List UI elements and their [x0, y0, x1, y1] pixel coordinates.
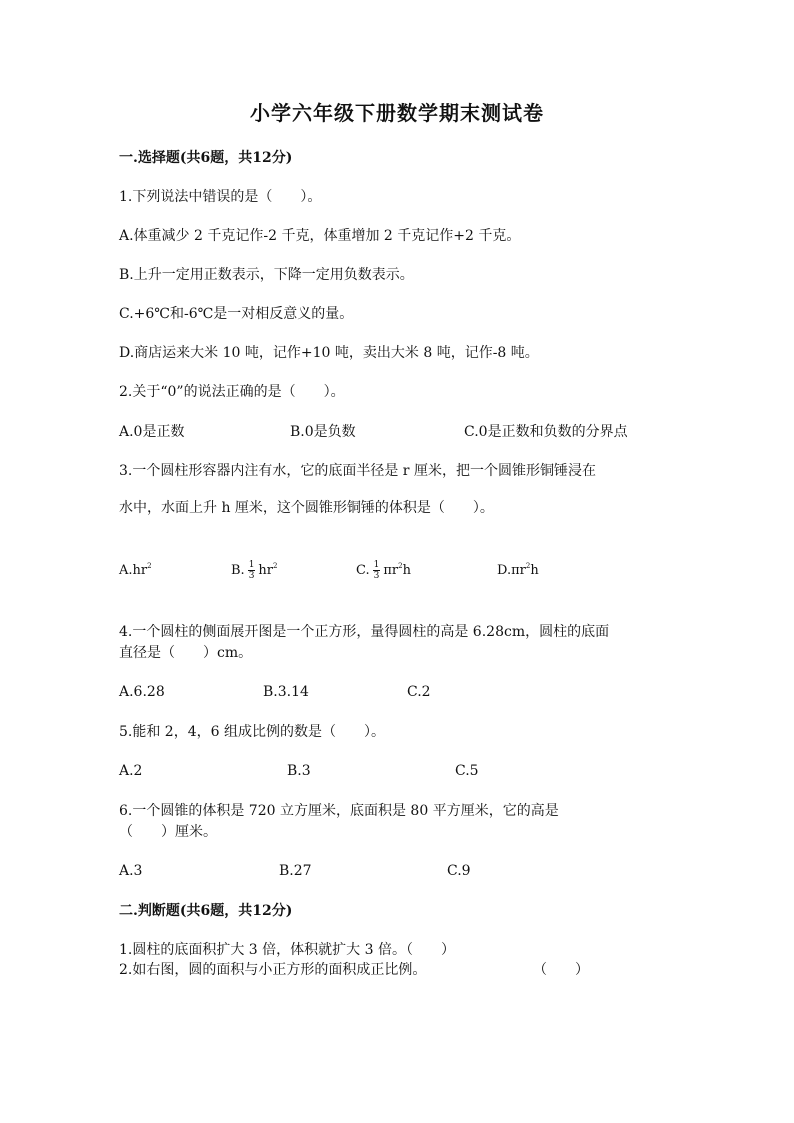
q3-c-exp: 2 [398, 562, 403, 570]
q2-stem: 2.关于“0”的说法正确的是（ ）。 [119, 384, 345, 400]
q2-option-c: C.0是正数和负数的分界点 [464, 424, 628, 440]
q5-option-a: A.2 [119, 763, 143, 779]
fraction-denominator: 3 [373, 571, 380, 581]
q2-option-a: A.0是正数 [119, 424, 185, 440]
q3-b-expr: hr [258, 563, 274, 578]
q4-stem-line1: 4.一个圆柱的侧面展开图是一个正方形，量得圆柱的高是 6.28cm，圆柱的底面 [119, 624, 610, 640]
q1-option-c: C.+6℃和-6℃是一对相反意义的量。 [119, 306, 354, 322]
q5-option-c: C.5 [455, 763, 479, 779]
q1-stem: 1.下列说法中错误的是（ ）。 [119, 189, 322, 205]
q1-option-b: B.上升一定用正数表示，下降一定用负数表示。 [119, 267, 414, 283]
q3-c-h: h [402, 563, 411, 578]
q3-stem-line2: 水中，水面上升 h 厘米，这个圆锥形铜锤的体积是（ ）。 [119, 500, 494, 516]
q2-option-b: B.0是负数 [290, 424, 356, 440]
judge-q2-blank: （ ） [533, 962, 589, 978]
q6-option-c: C.9 [447, 863, 471, 879]
q1-option-d: D.商店运来大米 10 吨，记作+10 吨，卖出大米 8 吨，记作-8 吨。 [119, 345, 539, 361]
q3-b-exp: 2 [273, 562, 278, 570]
q6-stem-line2: （ ）厘米。 [119, 824, 217, 840]
q5-option-b: B.3 [287, 763, 311, 779]
q1-option-a: A.体重减少 2 千克记作-2 千克，体重增加 2 千克记作+2 千克。 [119, 228, 521, 244]
q3-d-h: h [530, 563, 539, 578]
judge-q2: 2.如右图，圆的面积与小正方形的面积成正比例。 [119, 962, 427, 978]
q4-option-b: B.3.14 [263, 684, 309, 700]
q3-c-fraction [373, 560, 381, 581]
q4-option-c: C.2 [407, 684, 431, 700]
q3-a-exp: 2 [147, 562, 152, 570]
q3-c-expr: πr [383, 563, 399, 578]
q3-d-label: D.πr [497, 563, 526, 578]
q3-b-label: B. [231, 563, 245, 578]
q3-d-exp: 2 [525, 562, 531, 570]
q3-b-fraction [248, 560, 256, 581]
fraction-denominator: 3 [248, 571, 255, 581]
q3-option-c [356, 556, 411, 581]
section1-heading: 一.选择题(共6题，共12分) [119, 150, 293, 166]
section2-heading: 二.判断题(共6题，共12分) [119, 903, 293, 919]
q6-stem-line1: 6.一个圆锥的体积是 720 立方厘米，底面积是 80 平方厘米，它的高是 [119, 803, 559, 819]
fraction-numerator: 1 [248, 560, 255, 570]
q3-c-label: C. [356, 563, 370, 578]
q4-stem-line2: 直径是（ ）cm。 [119, 645, 253, 661]
q5-stem: 5.能和 2，4，6 组成比例的数是（ ）。 [119, 724, 385, 740]
q4-option-a: A.6.28 [119, 684, 165, 700]
q6-option-b: B.27 [279, 863, 312, 879]
q3-option-a [119, 556, 152, 581]
judge-q1: 1.圆柱的底面积扩大 3 倍，体积就扩大 3 倍。（ ） [119, 942, 455, 958]
q3-option-b [231, 556, 277, 581]
q3-stem-line1: 3.一个圆柱形容器内注有水，它的底面半径是 r 厘米，把一个圆锥形铜锤浸在 [119, 463, 596, 479]
fraction-numerator: 1 [373, 560, 380, 570]
q6-option-a: A.3 [119, 863, 143, 879]
q3-a-label: A.hr [119, 563, 148, 578]
q3-option-d [497, 556, 539, 581]
page-title: 小学六年级下册数学期末测试卷 [250, 101, 544, 125]
